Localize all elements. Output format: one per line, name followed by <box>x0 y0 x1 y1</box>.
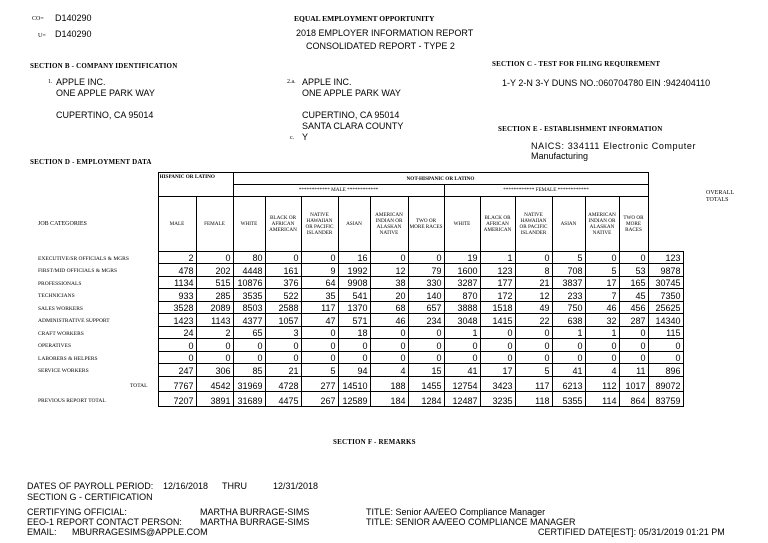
table-cell: 85 <box>233 364 265 377</box>
table-cell: 638 <box>552 314 585 327</box>
table-cell: 7767 <box>158 376 196 391</box>
employment-data-table <box>30 172 684 407</box>
table-cell: 3528 <box>158 301 196 314</box>
table-cell: 267 <box>301 391 338 406</box>
table-cell: 46 <box>370 314 408 327</box>
company2-city: CUPERTINO, CA 95014 <box>302 110 400 120</box>
job-category-label: SERVICE WORKERS <box>38 368 89 374</box>
table-cell: 1370 <box>338 301 370 314</box>
table-cell: 83759 <box>648 391 683 406</box>
payroll-end: 12/31/2018 <box>273 481 319 491</box>
table-cell: 0 <box>585 339 619 352</box>
table-cell: 5 <box>515 364 552 377</box>
table-cell: 16 <box>338 251 370 264</box>
table-cell: 330 <box>408 276 444 289</box>
job-category-label: TECHNICIANS <box>38 293 75 299</box>
table-cell: 0 <box>408 251 444 264</box>
table-cell: 4448 <box>233 264 265 277</box>
table-row <box>30 314 683 327</box>
company1-name: APPLE INC. <box>56 77 106 87</box>
table-cell: 0 <box>585 351 619 364</box>
col-head: BLACK OR AFRICAN AMERICAN <box>265 196 301 251</box>
section-c-text: 1-Y 2-N 3-Y DUNS NO.:060704780 EIN :942404110 <box>502 78 711 88</box>
co-label: CO= <box>32 16 44 22</box>
table-row <box>30 376 683 391</box>
table-cell: 3888 <box>444 301 480 314</box>
section-b-heading: SECTION B - COMPANY IDENTIFICATION <box>30 62 178 70</box>
table-row <box>30 326 683 339</box>
table-cell: 2588 <box>265 301 301 314</box>
table-cell: 64 <box>301 276 338 289</box>
table-cell: 5 <box>301 364 338 377</box>
item-c-value: Y <box>302 132 309 142</box>
col-head: AMERICAN INDIAN OR ALASKAN NATIVE <box>370 196 408 251</box>
table-cell: 49 <box>515 301 552 314</box>
table-cell: 45 <box>619 289 648 302</box>
table-cell: 0 <box>301 339 338 352</box>
table-cell: 30745 <box>648 276 683 289</box>
col-head: FEMALE <box>196 196 233 251</box>
table-cell: 3891 <box>196 391 233 406</box>
table-cell: 0 <box>480 339 515 352</box>
table-cell: 0 <box>338 351 370 364</box>
table-cell: 53 <box>619 264 648 277</box>
table-cell: 541 <box>338 289 370 302</box>
table-cell: 117 <box>515 376 552 391</box>
table-cell: 31969 <box>233 376 265 391</box>
email-label: EMAIL: <box>27 527 57 537</box>
naics-line-2: Manufacturing <box>531 151 589 161</box>
table-cell: 38 <box>370 276 408 289</box>
job-category-label: PREVIOUS REPORT TOTAL <box>38 398 106 404</box>
table-cell: 0 <box>480 351 515 364</box>
table-cell: 188 <box>370 376 408 391</box>
table-cell: 0 <box>370 339 408 352</box>
table-cell: 0 <box>196 351 233 364</box>
item-2a-number: 2.a. <box>287 79 296 85</box>
table-cell: 14510 <box>338 376 370 391</box>
table-cell: 0 <box>585 251 619 264</box>
table-cell: 112 <box>585 376 619 391</box>
table-cell: 165 <box>619 276 648 289</box>
table-cell: 0 <box>515 339 552 352</box>
table-cell: 12754 <box>444 376 480 391</box>
col-head: TWO OR MORE RACES <box>619 196 648 251</box>
table-cell: 0 <box>444 351 480 364</box>
table-cell: 2089 <box>196 301 233 314</box>
table-cell: 478 <box>158 264 196 277</box>
col-head: NATIVE HAWAIIAN OR PACIFIC ISLANDER <box>515 196 552 251</box>
item-1-number: 1. <box>48 79 53 85</box>
table-cell: 0 <box>515 326 552 339</box>
payroll-start: 12/16/2018 <box>163 481 209 491</box>
contact-title: TITLE: SENIOR AA/EEO COMPLIANCE MANAGER <box>366 517 576 527</box>
table-cell: 1 <box>480 251 515 264</box>
table-row <box>30 264 683 277</box>
table-cell: 1423 <box>158 314 196 327</box>
table-cell: 17 <box>585 276 619 289</box>
table-cell: 65 <box>233 326 265 339</box>
section-c-heading: SECTION C - TEST FOR FILING REQUIREMENT <box>492 60 661 68</box>
table-cell: 1 <box>585 326 619 339</box>
table-cell: 161 <box>265 264 301 277</box>
table-cell: 118 <box>515 391 552 406</box>
col-head: NATIVE HAWAIIAN OR PACIFIC ISLANDER <box>301 196 338 251</box>
table-cell: 202 <box>196 264 233 277</box>
table-cell: 1518 <box>480 301 515 314</box>
table-cell: 89072 <box>648 376 683 391</box>
table-cell: 0 <box>408 326 444 339</box>
table-cell: 172 <box>480 289 515 302</box>
payroll-thru: THRU <box>222 481 247 491</box>
table-cell: 1992 <box>338 264 370 277</box>
payroll-label: DATES OF PAYROLL PERIOD: <box>27 481 154 491</box>
table-cell: 19 <box>444 251 480 264</box>
table-cell: 140 <box>408 289 444 302</box>
table-cell: 0 <box>158 351 196 364</box>
table-cell: 247 <box>158 364 196 377</box>
table-cell: 0 <box>370 351 408 364</box>
col-head: AMERICAN INDIAN OR ALASKAN NATIVE <box>585 196 619 251</box>
table-cell: 0 <box>196 339 233 352</box>
hispanic-header: HISPANIC OR LATINO <box>158 173 233 197</box>
certified-date: CERTIFIED DATE[EST]: 05/31/2019 01:21 PM <box>538 527 725 537</box>
table-cell: 177 <box>480 276 515 289</box>
table-cell: 5 <box>552 251 585 264</box>
table-cell: 0 <box>515 251 552 264</box>
table-cell: 10876 <box>233 276 265 289</box>
section-e-heading: SECTION E - ESTABLISHMENT INFORMATION <box>498 125 663 133</box>
table-row <box>30 251 683 264</box>
table-cell: 31689 <box>233 391 265 406</box>
table-cell: 8 <box>515 264 552 277</box>
col-head: MALE <box>158 196 196 251</box>
table-cell: 15 <box>408 364 444 377</box>
company2-county: SANTA CLARA COUNTY <box>302 121 404 131</box>
table-cell: 456 <box>619 301 648 314</box>
table-cell: 0 <box>480 326 515 339</box>
table-cell: 0 <box>619 326 648 339</box>
table-cell: 0 <box>301 351 338 364</box>
contact-label: EEO-1 REPORT CONTACT PERSON: <box>27 517 182 527</box>
table-cell: 0 <box>233 339 265 352</box>
table-cell: 47 <box>301 314 338 327</box>
not-hispanic-header: NOT-HISPANIC OR LATINO <box>233 173 648 185</box>
table-cell: 7 <box>585 289 619 302</box>
table-cell: 0 <box>265 251 301 264</box>
male-group-header: ************ MALE ************ <box>233 185 444 197</box>
cert-label: CERTIFYING OFFICIAL: <box>27 507 127 517</box>
job-category-label: PROFESSIONALS <box>38 280 82 287</box>
job-category-label: FIRST/MID OFFICIALS & MGRS <box>38 268 118 274</box>
company2-address: ONE APPLE PARK WAY <box>302 88 401 98</box>
table-cell: 287 <box>619 314 648 327</box>
email-value: MBURRAGESIMS@APPLE.COM <box>72 527 208 537</box>
section-d-heading: SECTION D - EMPLOYMENT DATA <box>30 158 152 166</box>
report-title-2: 2018 EMPLOYER INFORMATION REPORT <box>296 28 474 38</box>
table-cell: 0 <box>196 251 233 264</box>
table-cell: 522 <box>265 289 301 302</box>
table-cell: 0 <box>233 351 265 364</box>
table-row <box>30 301 683 314</box>
column-header-row <box>30 196 683 251</box>
job-category-label: EXECUTIVE/SR OFFICIALS & MGRS <box>38 255 129 262</box>
table-cell: 115 <box>648 326 683 339</box>
table-cell: 22 <box>515 314 552 327</box>
report-title-1: EQUAL EMPLOYMENT OPPORTUNITY <box>294 14 435 23</box>
u-label: U= <box>38 33 46 39</box>
table-cell: 21 <box>265 364 301 377</box>
table-cell: 750 <box>552 301 585 314</box>
table-cell: 3 <box>265 326 301 339</box>
table-cell: 896 <box>648 364 683 377</box>
table-cell: 4475 <box>265 391 301 406</box>
table-cell: 657 <box>408 301 444 314</box>
table-cell: 80 <box>233 251 265 264</box>
table-cell: 4 <box>585 364 619 377</box>
table-cell: 12 <box>515 289 552 302</box>
col-head: WHITE <box>444 196 480 251</box>
cert-name: MARTHA BURRAGE-SIMS <box>200 507 310 517</box>
table-row <box>30 391 683 406</box>
table-row <box>30 289 683 302</box>
table-cell: 6213 <box>552 376 585 391</box>
table-cell: 8503 <box>233 301 265 314</box>
col-head: ASIAN <box>552 196 585 251</box>
table-cell: 11 <box>619 364 648 377</box>
table-cell: 0 <box>552 351 585 364</box>
table-cell: 0 <box>648 351 683 364</box>
table-cell: 79 <box>408 264 444 277</box>
table-cell: 12 <box>370 264 408 277</box>
table-cell: 9 <box>301 264 338 277</box>
table-cell: 0 <box>265 351 301 364</box>
table-cell: 306 <box>196 364 233 377</box>
col-head: BLACK OR AFRICAN AMERICAN <box>480 196 515 251</box>
item-c-number: c. <box>290 135 295 141</box>
table-cell: 3535 <box>233 289 265 302</box>
table-cell: 0 <box>444 339 480 352</box>
table-cell: 234 <box>408 314 444 327</box>
table-cell: 12589 <box>338 391 370 406</box>
table-cell: 12487 <box>444 391 480 406</box>
table-cell: 5355 <box>552 391 585 406</box>
job-category-label: OPERATIVES <box>38 343 72 349</box>
table-cell: 1415 <box>480 314 515 327</box>
table-cell: 1 <box>444 326 480 339</box>
table-cell: 1143 <box>196 314 233 327</box>
table-cell: 4542 <box>196 376 233 391</box>
table-cell: 32 <box>585 314 619 327</box>
table-cell: 21 <box>515 276 552 289</box>
table-cell: 3423 <box>480 376 515 391</box>
table-cell: 41 <box>444 364 480 377</box>
contact-name: MARTHA BURRAGE-SIMS <box>200 517 310 527</box>
table-cell: 0 <box>648 339 683 352</box>
cert-title: TITLE: Senior AA/EEO Compliance Manager <box>366 507 546 517</box>
table-cell: 123 <box>480 264 515 277</box>
table-cell: 20 <box>370 289 408 302</box>
u-value: D140290 <box>55 29 92 39</box>
job-category-label: SALES WORKERS <box>38 305 83 312</box>
table-cell: 114 <box>585 391 619 406</box>
table-cell: 24 <box>158 326 196 339</box>
table-cell: 708 <box>552 264 585 277</box>
table-cell: 1455 <box>408 376 444 391</box>
table-cell: 5 <box>585 264 619 277</box>
table-cell: 1 <box>552 326 585 339</box>
col-head: TWO OR MORE RACES <box>408 196 444 251</box>
table-cell: 0 <box>370 326 408 339</box>
table-cell: 870 <box>444 289 480 302</box>
table-cell: 25625 <box>648 301 683 314</box>
table-cell: 68 <box>370 301 408 314</box>
table-cell: 14340 <box>648 314 683 327</box>
table-cell: 1134 <box>158 276 196 289</box>
table-cell: 0 <box>619 351 648 364</box>
table-cell: 4 <box>370 364 408 377</box>
table-cell: 9908 <box>338 276 370 289</box>
table-cell: 0 <box>515 351 552 364</box>
table-cell: 0 <box>370 251 408 264</box>
table-cell: 3048 <box>444 314 480 327</box>
table-cell: 1284 <box>408 391 444 406</box>
table-cell: 0 <box>408 339 444 352</box>
table-cell: 4728 <box>265 376 301 391</box>
table-cell: 117 <box>301 301 338 314</box>
table-cell: 571 <box>338 314 370 327</box>
table-cell: 1017 <box>619 376 648 391</box>
table-cell: 0 <box>552 339 585 352</box>
table-cell: 0 <box>158 339 196 352</box>
job-category-label: ADMINISTRATIVE SUPPORT <box>38 318 110 324</box>
table-row <box>30 351 683 364</box>
table-cell: 184 <box>370 391 408 406</box>
table-cell: 123 <box>648 251 683 264</box>
female-group-header: ************ FEMALE ************ <box>444 185 648 197</box>
table-cell: 0 <box>408 351 444 364</box>
table-cell: 277 <box>301 376 338 391</box>
table-cell: 0 <box>619 251 648 264</box>
table-cell: 41 <box>552 364 585 377</box>
table-cell: 1057 <box>265 314 301 327</box>
table-cell: 7350 <box>648 289 683 302</box>
table-cell: 0 <box>301 326 338 339</box>
table-cell: 376 <box>265 276 301 289</box>
table-cell: 515 <box>196 276 233 289</box>
report-title-3: CONSOLIDATED REPORT - TYPE 2 <box>306 41 455 51</box>
table-cell: 933 <box>158 289 196 302</box>
naics-line-1: NAICS: 334111 Electronic Computer <box>531 141 697 151</box>
table-cell: 0 <box>619 339 648 352</box>
table-cell: 285 <box>196 289 233 302</box>
table-cell: 46 <box>585 301 619 314</box>
table-cell: 9878 <box>648 264 683 277</box>
table-cell: 0 <box>301 251 338 264</box>
col-head: WHITE <box>233 196 265 251</box>
overall-totals-header: OVERALL TOTALS <box>706 190 734 203</box>
table-cell: 4377 <box>233 314 265 327</box>
data-rows <box>30 251 683 406</box>
section-f-heading: SECTION F - REMARKS <box>333 438 416 446</box>
table-cell: 35 <box>301 289 338 302</box>
table-cell: 864 <box>619 391 648 406</box>
table-cell: 18 <box>338 326 370 339</box>
co-value: D140290 <box>55 13 92 23</box>
table-cell: 3235 <box>480 391 515 406</box>
job-category-label: CRAFT WORKERS <box>38 330 84 337</box>
company1-city: CUPERTINO, CA 95014 <box>56 110 154 120</box>
table-cell: 3837 <box>552 276 585 289</box>
table-cell: 17 <box>480 364 515 377</box>
table-cell: 3287 <box>444 276 480 289</box>
table-cell: 1600 <box>444 264 480 277</box>
company1-address: ONE APPLE PARK WAY <box>56 88 155 98</box>
table-row <box>30 364 683 377</box>
company2-name: APPLE INC. <box>302 77 352 87</box>
section-g-heading: SECTION G - CERTIFICATION <box>27 492 153 502</box>
table-cell: 2 <box>196 326 233 339</box>
table-cell: 94 <box>338 364 370 377</box>
job-category-label: LABORERS & HELPERS <box>38 355 98 362</box>
table-row <box>30 276 683 289</box>
job-category-label: TOTAL <box>130 383 148 389</box>
table-row <box>30 339 683 352</box>
table-cell: 0 <box>338 339 370 352</box>
table-cell: 2 <box>158 251 196 264</box>
table-cell: 233 <box>552 289 585 302</box>
col-head: ASIAN <box>338 196 370 251</box>
table-cell: 7207 <box>158 391 196 406</box>
job-categories-header: JOB CATEGORIES <box>38 220 87 227</box>
table-cell: 0 <box>265 339 301 352</box>
